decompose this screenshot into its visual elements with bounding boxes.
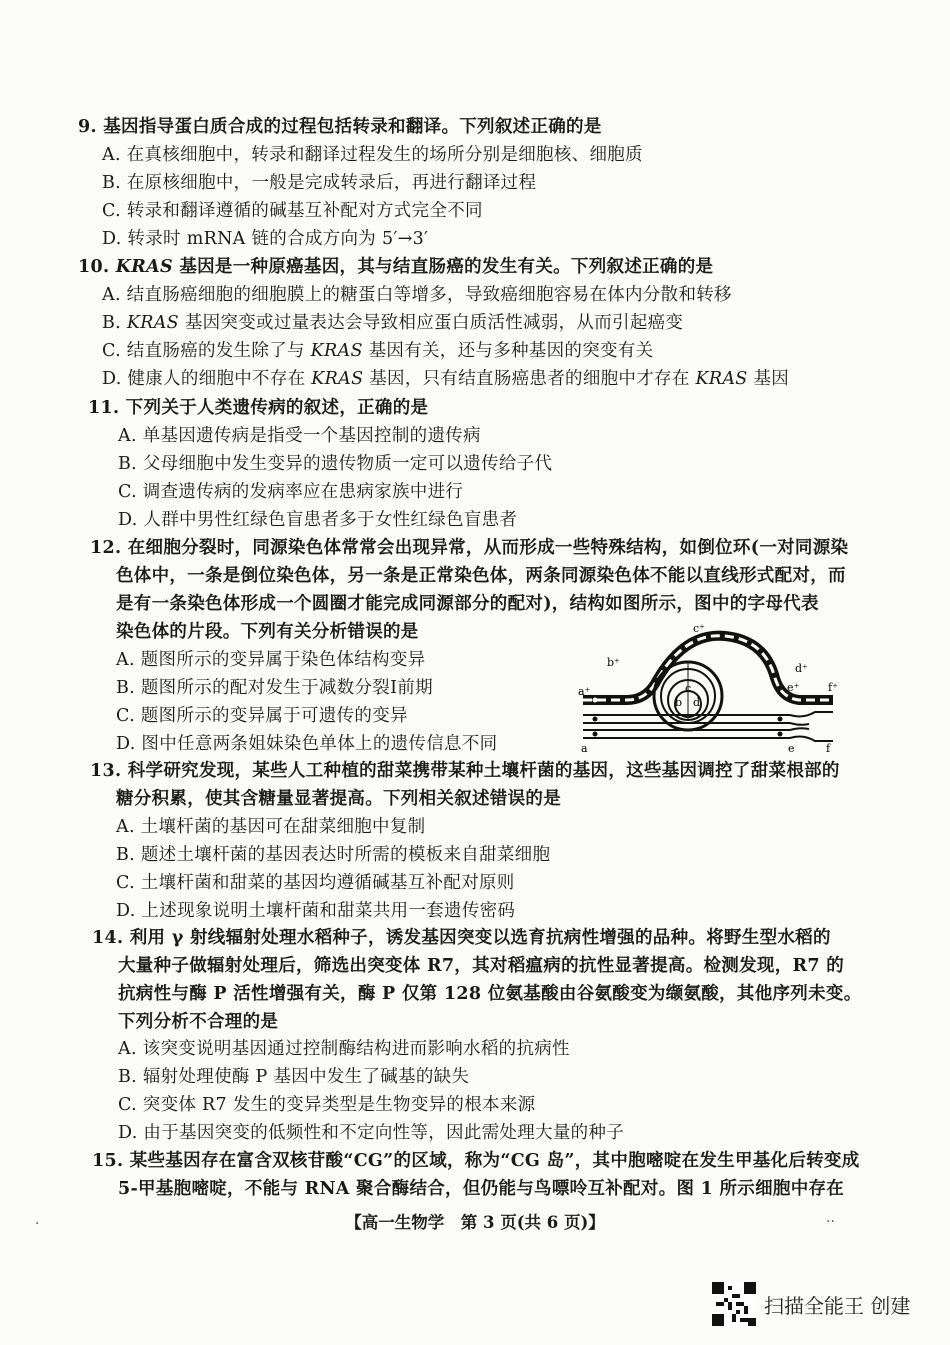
q10-gene: KRAS [115, 257, 173, 277]
scan-speck: .. [826, 1210, 835, 1226]
q15-stem-2: 5-甲基胞嘧啶，不能与 RNA 聚合酶结合，但仍能与鸟嘌呤互补配对。图 1 所示细胞中存在 [118, 1179, 845, 1199]
scan-speck: . [35, 1212, 40, 1228]
q12-option-b: B. 题图所示的配对发生于减数分裂Ⅰ前期 [116, 678, 433, 698]
q14-stem-1: 14. 利用 γ 射线辐射处理水稻种子，诱发基因突变以选育抗病性增强的品种。将野生型水稻的 [92, 928, 831, 948]
q12-stem-3: 是有一条染色体形成一个圆圈才能完成同源部分的配对)，结构如图所示，图中的字母代表 [116, 594, 819, 614]
q10-option-b [102, 312, 683, 334]
q13-option-a: A. 土壤杆菌的基因可在甜菜细胞中复制 [116, 817, 426, 837]
q12-stem-2: 色体中，一条是倒位染色体，另一条是正常染色体，两条同源染色体不能以直线形式配对，而 [116, 566, 846, 586]
q11-option-d: D. 人群中男性红绿色盲患者多于女性红绿色盲患者 [118, 510, 518, 530]
q15-stem-1: 15. 某些基因存在富含双核苷酸“CG”的区域，称为“CG 岛”，其中胞嘧啶在发生甲基化后转变成 [92, 1151, 860, 1171]
scanner-brand-text: 扫描全能王 创建 [764, 1293, 911, 1318]
q10-option-a: A. 结直肠癌细胞的细胞膜上的糖蛋白等增多，导致癌细胞容易在体内分散和转移 [102, 285, 732, 305]
label-a: a [581, 742, 588, 755]
q12-option-a: A. 题图所示的变异属于染色体结构变异 [116, 650, 426, 670]
q10-c-post: 基因有关，还与多种基因的突变有关 [362, 341, 654, 361]
q13-stem-1: 13. 科学研究发现，某些人工种植的甜菜携带某种土壤杆菌的基因，这些基因调控了甜菜根部的 [90, 761, 840, 781]
label-d: d [693, 696, 701, 709]
page-footer: 【高一生物学 第 3 页(共 6 页)】 [345, 1213, 605, 1232]
q10-d-post: 基因 [747, 369, 790, 389]
label-f-plus: f⁺ [828, 681, 838, 694]
q10-d-pre: D. 健康人的细胞中不存在 [102, 369, 312, 389]
q9-option-d: D. 转录时 mRNA 链的合成方向为 5′→3′ [102, 229, 429, 249]
q9-option-c: C. 转录和翻译遵循的碱基互补配对方式完全不同 [102, 201, 483, 221]
q10-option-c [102, 340, 653, 362]
q14-option-c: C. 突变体 R7 发生的变异类型是生物变异的根本来源 [118, 1095, 536, 1115]
label-d-plus: d⁺ [795, 662, 808, 675]
q14-option-b: B. 辐射处理使酶 P 基因中发生了碱基的缺失 [118, 1067, 470, 1087]
q11-option-b: B. 父母细胞中发生变异的遗传物质一定可以遗传给子代 [118, 454, 553, 474]
q10-stem-rest: 基因是一种原癌基因，其与结直肠癌的发生有关。下列叙述正确的是 [172, 257, 714, 277]
q10-b-post: 基因突变或过量表达会导致相应蛋白质活性减弱，从而引起癌变 [178, 313, 684, 333]
q9-option-b: B. 在原核细胞中，一般是完成转录后，再进行翻译过程 [102, 173, 537, 193]
q13-option-d: D. 上述现象说明土壤杆菌和甜菜共用一套遗传密码 [116, 901, 516, 921]
q13-option-c: C. 土壤杆菌和甜菜的基因均遵循碱基互补配对原则 [116, 873, 515, 893]
q10-d-gene: KRAS [311, 369, 364, 389]
q12-option-d: D. 图中任意两条姐妹染色单体上的遗传信息不同 [116, 734, 498, 754]
qr-code-icon [712, 1282, 756, 1326]
normal-chromosome [583, 712, 833, 741]
q10-d-gene2: KRAS [695, 369, 748, 389]
q13-option-b: B. 题述土壤杆菌的基因表达时所需的模板来自甜菜细胞 [116, 845, 551, 865]
scanner-watermark [712, 1282, 910, 1326]
label-e: e [788, 742, 795, 755]
q12-option-c: C. 题图所示的变异属于可遗传的变异 [116, 706, 408, 726]
q13-stem-2: 糖分积累，使其含糖量显著提高。下列相关叙述错误的是 [116, 789, 561, 809]
q14-option-d: D. 由于基因突变的低频性和不定向性等，因此需处理大量的种子 [118, 1123, 625, 1143]
q14-option-a: A. 该突变说明基因通过控制酶结构进而影响水稻的抗病性 [118, 1039, 570, 1059]
label-b-plus: b⁺ [607, 656, 620, 669]
q10-num: 10. [78, 257, 110, 277]
q14-stem-3: 抗病性与酶 P 活性增强有关，酶 P 仅第 128 位氨基酸由谷氨酸变为缬氨酸，其他序列未变。 [118, 984, 862, 1004]
q10-option-d [102, 368, 789, 390]
inversion-loop-figure [575, 620, 840, 755]
label-e-plus: e⁺ [787, 681, 800, 694]
q10-b-gene: KRAS [126, 313, 179, 333]
q10-d-mid: 基因，只有结直肠癌患者的细胞中才存在 [363, 369, 696, 389]
q12-stem-4: 染色体的片段。下列有关分析错误的是 [116, 622, 419, 642]
q10-c-pre: C. 结直肠癌的发生除了与 [102, 341, 311, 361]
q14-stem-2: 大量种子做辐射处理后，筛选出突变体 R7，其对稻瘟病的抗性显著提高。检测发现，R7 的 [118, 956, 845, 976]
q9-stem: 9. 基因指导蛋白质合成的过程包括转录和翻译。下列叙述正确的是 [78, 117, 602, 137]
label-f: f [826, 742, 831, 755]
label-c: c [685, 682, 692, 695]
q11-option-c: C. 调查遗传病的发病率应在患病家族中进行 [118, 482, 464, 502]
label-b: b [675, 696, 683, 709]
q12-stem-1: 12. 在细胞分裂时，同源染色体常常会出现异常，从而形成一些特殊结构，如倒位环(一对同源染 [90, 538, 849, 558]
q14-stem-4: 下列分析不合理的是 [118, 1012, 279, 1032]
q10-stem [78, 256, 713, 278]
q10-c-gene: KRAS [310, 341, 363, 361]
label-a-plus: a⁺ [578, 685, 591, 698]
q11-stem: 11. 下列关于人类遗传病的叙述，正确的是 [88, 398, 429, 418]
q9-option-a: A. 在真核细胞中，转录和翻译过程发生的场所分别是细胞核、细胞质 [102, 145, 643, 165]
q10-b-pre: B. [102, 313, 127, 333]
q11-option-a: A. 单基因遗传病是指受一个基因控制的遗传病 [118, 426, 481, 446]
label-c-plus: c⁺ [693, 622, 705, 635]
